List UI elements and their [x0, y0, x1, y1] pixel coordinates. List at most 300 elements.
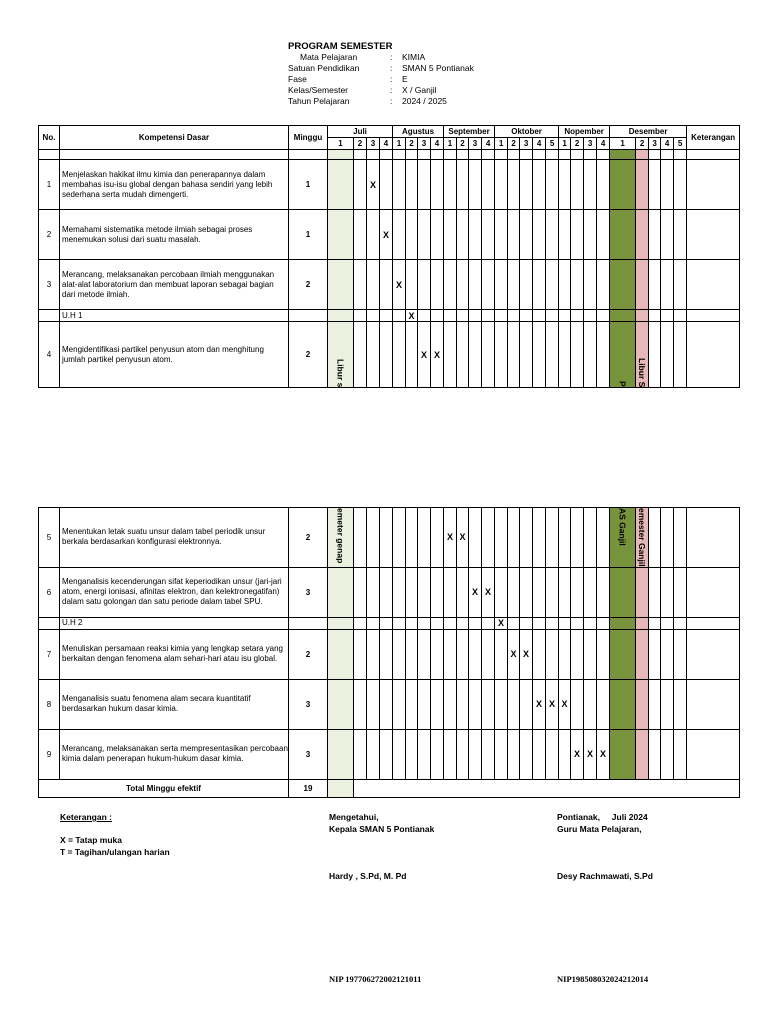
week-header: 4 [597, 138, 610, 150]
tatap-muka-mark: X [406, 310, 418, 322]
minggu-value [289, 310, 328, 322]
week-cell [354, 160, 367, 210]
week-cell [418, 160, 431, 210]
table-row [39, 260, 740, 310]
week-cell [597, 310, 610, 322]
week-cell [380, 322, 393, 388]
tatap-muka-mark: X [482, 567, 495, 617]
week-cell [495, 160, 508, 210]
week-cell [457, 260, 469, 310]
table-row [39, 508, 740, 568]
week-cell [508, 679, 520, 729]
week-cell [661, 310, 674, 322]
week-cell [546, 729, 559, 779]
libur-cell [328, 160, 354, 210]
week-cell [431, 729, 444, 779]
month-header: Desember [610, 126, 687, 138]
libur-semester-genap-label: emeter genap [335, 508, 346, 564]
header-value: E [402, 74, 408, 84]
week-cell [674, 310, 687, 322]
week-cell [406, 322, 418, 388]
libur-cell [328, 150, 354, 160]
table-row [39, 210, 740, 260]
signature-guru [557, 811, 653, 881]
kompetensi-dasar-text: Mengidentifikasi partikel penyusun atom dan menghitung jumlah partikel penyusun atom. [60, 322, 289, 388]
week-cell [520, 260, 533, 310]
week-cell [393, 679, 406, 729]
week-cell [495, 567, 508, 617]
keterangan-cell [687, 617, 740, 629]
header-row-kelas [288, 85, 474, 96]
week-cell [354, 150, 367, 160]
week-cell [444, 567, 457, 617]
week-header: 3 [367, 138, 380, 150]
pas-ganjil-label: P [617, 381, 628, 387]
week-cell [674, 729, 687, 779]
tatap-muka-mark: X [533, 679, 546, 729]
week-cell [482, 508, 495, 568]
pas-ganjil-cell [610, 160, 636, 210]
document-title: PROGRAM SEMESTER [288, 41, 393, 52]
signature-kepala [329, 811, 435, 881]
week-cell [431, 160, 444, 210]
week-header: 2 [508, 138, 520, 150]
table-row [39, 160, 740, 210]
minggu-value: 3 [289, 567, 328, 617]
week-cell [406, 260, 418, 310]
week-cell [418, 679, 431, 729]
week-cell [431, 679, 444, 729]
week-cell [520, 567, 533, 617]
week-cell [571, 679, 584, 729]
guru-name: Desy Rachmawati, S.Pd [557, 871, 653, 881]
kompetensi-dasar-text: Menganalisis kecenderungan sifat keperiodikan unsur (jari-jari atom, energi ionisasi, afinitas elektron, dan kelektronegatifan) dalam satu golongan dan satu periode dalam tabel SPU. [60, 567, 289, 617]
week-cell [367, 150, 380, 160]
header-label: Tahun Pelajaran [288, 96, 350, 106]
week-cell [354, 310, 367, 322]
week-cell [469, 260, 482, 310]
week-cell [469, 322, 482, 388]
week-cell [661, 617, 674, 629]
week-cell [444, 729, 457, 779]
minggu-value: 3 [289, 729, 328, 779]
week-cell [533, 150, 546, 160]
pas-ganjil-cell [610, 617, 636, 629]
tatap-muka-mark: X [546, 679, 559, 729]
week-cell [393, 617, 406, 629]
kompetensi-dasar-text: Merancang, melaksanakan percobaan ilmiah menggunakan alat-alat laboratorium dan membuat laporan sebagai bagian dari metode ilmiah. [60, 260, 289, 310]
week-cell [674, 679, 687, 729]
week-cell [520, 160, 533, 210]
header-value: X / Ganjil [402, 85, 437, 95]
week-cell [380, 160, 393, 210]
kompetensi-dasar-text: Menganalisis suatu fenomena alam secara kuantitatif berdasarkan hukum dasar kimia. [60, 679, 289, 729]
week-header: 2 [457, 138, 469, 150]
libur-cell [328, 729, 354, 779]
week-cell [520, 729, 533, 779]
week-cell [482, 150, 495, 160]
week-cell [508, 260, 520, 310]
week-cell [508, 160, 520, 210]
keterangan-cell [687, 729, 740, 779]
week-cell [482, 617, 495, 629]
row-number: 8 [39, 679, 60, 729]
header-colon: : [390, 96, 393, 106]
week-cell [584, 617, 597, 629]
tatap-muka-mark: X [367, 160, 380, 210]
week-cell [597, 617, 610, 629]
libur-cell [328, 260, 354, 310]
month-header: September [444, 126, 495, 138]
week-cell [520, 679, 533, 729]
week-cell [546, 567, 559, 617]
week-cell [584, 160, 597, 210]
week-cell [571, 629, 584, 679]
week-cell [520, 210, 533, 260]
keterangan-cell [687, 210, 740, 260]
header-value: 2024 / 2025 [402, 96, 447, 106]
table-row [39, 567, 740, 617]
tatap-muka-mark: X [571, 729, 584, 779]
keterangan-cell [687, 310, 740, 322]
tatap-muka-mark: X [508, 629, 520, 679]
libur-cell [328, 210, 354, 260]
week-cell [418, 260, 431, 310]
minggu-value [289, 617, 328, 629]
week-cell [482, 210, 495, 260]
libur-cell [328, 322, 354, 388]
week-cell [661, 150, 674, 160]
week-cell [649, 508, 661, 568]
week-cell [546, 629, 559, 679]
week-header: 5 [546, 138, 559, 150]
week-cell [482, 729, 495, 779]
week-header: 2 [571, 138, 584, 150]
week-cell [495, 322, 508, 388]
tatap-muka-mark: X [431, 322, 444, 388]
row-number: 9 [39, 729, 60, 779]
pas-ganjil-cell [610, 150, 636, 160]
week-cell [649, 150, 661, 160]
week-cell [444, 260, 457, 310]
week-header: 4 [380, 138, 393, 150]
week-cell [559, 322, 571, 388]
week-cell [406, 160, 418, 210]
col-header-no: No. [39, 126, 60, 150]
row-number [39, 310, 60, 322]
week-cell [661, 260, 674, 310]
tatap-muka-mark: X [520, 629, 533, 679]
row-number: 2 [39, 210, 60, 260]
week-cell [380, 508, 393, 568]
week-cell [444, 617, 457, 629]
week-cell [367, 210, 380, 260]
week-cell [508, 210, 520, 260]
keterangan-cell [687, 322, 740, 388]
week-cell [546, 160, 559, 210]
week-cell [393, 567, 406, 617]
header-label: Fase [288, 74, 307, 84]
header-value: SMAN 5 Pontianak [402, 63, 474, 73]
week-cell [571, 150, 584, 160]
header-row-satuan [288, 63, 474, 74]
week-cell [546, 210, 559, 260]
week-cell [495, 629, 508, 679]
week-cell [495, 260, 508, 310]
month-header: Agustus [393, 126, 444, 138]
libur-cell [328, 310, 354, 322]
row-number: 5 [39, 508, 60, 568]
libur-semester-ganjil-cell [636, 729, 649, 779]
week-cell [674, 150, 687, 160]
week-cell [367, 260, 380, 310]
tatap-muka-mark: X [495, 617, 508, 629]
week-cell [533, 260, 546, 310]
kompetensi-dasar-text: Merancang, melaksanakan serta mempresentasikan percobaan kimia dalam penerapan hukum-hukum dasar kimia. [60, 729, 289, 779]
week-cell [533, 210, 546, 260]
week-cell [597, 508, 610, 568]
week-header: 1 [393, 138, 406, 150]
week-cell [431, 508, 444, 568]
header-colon: : [390, 52, 393, 62]
week-header: 3 [520, 138, 533, 150]
week-cell [546, 260, 559, 310]
week-cell [354, 629, 367, 679]
week-cell [469, 508, 482, 568]
week-cell [661, 160, 674, 210]
week-cell [649, 310, 661, 322]
week-cell [584, 567, 597, 617]
row-number: 7 [39, 629, 60, 679]
week-cell [469, 160, 482, 210]
week-cell [380, 260, 393, 310]
row-number: 3 [39, 260, 60, 310]
week-cell [469, 629, 482, 679]
week-cell [367, 310, 380, 322]
week-cell [431, 567, 444, 617]
week-cell [367, 679, 380, 729]
total-label: Total Minggu efektif [39, 779, 289, 797]
kepala-nip: NIP 197706272002121011 [329, 974, 422, 984]
week-cell [508, 617, 520, 629]
legend-item: X = Tatap muka [60, 835, 122, 845]
week-cell [418, 210, 431, 260]
header-row-tahun [288, 96, 474, 107]
pas-ganjil-cell [610, 567, 636, 617]
col-header-kompetensi-dasar: Kompetensi Dasar [60, 126, 289, 150]
week-cell [495, 210, 508, 260]
week-cell [393, 729, 406, 779]
week-cell [418, 567, 431, 617]
header-row-fase [288, 74, 474, 85]
schedule-table-part2 [38, 507, 740, 798]
week-cell [380, 567, 393, 617]
week-header: 4 [482, 138, 495, 150]
table-row [39, 679, 740, 729]
row-number [39, 150, 60, 160]
week-cell [533, 310, 546, 322]
tatap-muka-mark: X [469, 567, 482, 617]
week-cell [469, 310, 482, 322]
week-cell [584, 210, 597, 260]
week-header: 3 [418, 138, 431, 150]
tatap-muka-mark: X [559, 679, 571, 729]
week-cell [508, 150, 520, 160]
week-cell [571, 210, 584, 260]
week-cell [406, 508, 418, 568]
week-cell [380, 679, 393, 729]
week-cell [661, 629, 674, 679]
libur-semester-ganjil-cell [636, 150, 649, 160]
header-row-mapel [288, 52, 474, 63]
minggu-value: 1 [289, 160, 328, 210]
week-cell [584, 508, 597, 568]
week-cell [559, 508, 571, 568]
total-value: 19 [289, 779, 328, 797]
keterangan-cell [687, 150, 740, 160]
week-cell [354, 729, 367, 779]
libur-semester-ganjil-cell [636, 322, 649, 388]
week-cell [393, 160, 406, 210]
kompetensi-dasar-text: Memahami sistematika metode ilmiah sebagai proses menemukan solusi dari suatu masalah. [60, 210, 289, 260]
week-cell [431, 310, 444, 322]
week-cell [584, 260, 597, 310]
week-cell [444, 310, 457, 322]
week-cell [649, 679, 661, 729]
week-cell [495, 150, 508, 160]
total-row [39, 779, 740, 797]
week-cell [546, 508, 559, 568]
week-cell [469, 617, 482, 629]
week-cell [559, 260, 571, 310]
week-cell [571, 508, 584, 568]
week-header: 5 [674, 138, 687, 150]
keterangan-cell [687, 629, 740, 679]
kepala-title: Kepala SMAN 5 Pontianak [329, 824, 435, 834]
week-cell [559, 729, 571, 779]
week-cell [559, 617, 571, 629]
week-cell [418, 150, 431, 160]
week-cell [367, 617, 380, 629]
place-date: Pontianak, Juli 2024 [557, 812, 648, 822]
month-header: Nopember [559, 126, 610, 138]
tatap-muka-mark: X [393, 260, 406, 310]
week-cell [559, 310, 571, 322]
week-cell [533, 567, 546, 617]
row-number: 1 [39, 160, 60, 210]
week-cell [649, 617, 661, 629]
keterangan-cell [687, 160, 740, 210]
week-cell [354, 679, 367, 729]
keterangan-cell [687, 679, 740, 729]
week-cell [457, 160, 469, 210]
week-cell [444, 679, 457, 729]
week-cell [495, 679, 508, 729]
libur-cell [328, 629, 354, 679]
tatap-muka-mark: X [597, 729, 610, 779]
pas-ganjil-cell [610, 210, 636, 260]
libur-semester-ganjil-cell [636, 617, 649, 629]
libur-cell [328, 679, 354, 729]
week-cell [457, 322, 469, 388]
week-cell [354, 322, 367, 388]
libur-semester-ganjil-cell [636, 679, 649, 729]
week-cell [406, 210, 418, 260]
schedule-table-part1 [38, 125, 740, 388]
week-cell [406, 679, 418, 729]
week-cell [431, 210, 444, 260]
table-row [39, 322, 740, 388]
week-cell [354, 508, 367, 568]
week-cell [571, 567, 584, 617]
week-cell [444, 629, 457, 679]
week-cell [571, 310, 584, 322]
header-colon: : [390, 85, 393, 95]
week-cell [380, 150, 393, 160]
week-header: 4 [533, 138, 546, 150]
week-cell [354, 210, 367, 260]
week-cell [393, 150, 406, 160]
month-header: Oktober [495, 126, 559, 138]
pas-ganjil-cell [610, 322, 636, 388]
mengetahui-text: Mengetahui, [329, 812, 379, 822]
header-value: KIMIA [402, 52, 426, 62]
week-cell [520, 508, 533, 568]
keterangan-cell [687, 260, 740, 310]
row-number: 6 [39, 567, 60, 617]
week-cell [597, 629, 610, 679]
week-cell [559, 629, 571, 679]
week-cell [571, 617, 584, 629]
tatap-muka-mark: X [380, 210, 393, 260]
week-cell [661, 508, 674, 568]
minggu-value: 2 [289, 260, 328, 310]
week-cell [367, 629, 380, 679]
week-cell [674, 629, 687, 679]
week-cell [597, 260, 610, 310]
week-cell [418, 310, 431, 322]
week-cell [482, 160, 495, 210]
week-cell [380, 310, 393, 322]
libur-cell [328, 617, 354, 629]
week-cell [649, 567, 661, 617]
week-cell [674, 160, 687, 210]
week-header: 4 [661, 138, 674, 150]
week-cell [546, 322, 559, 388]
week-cell [354, 617, 367, 629]
minggu-value: 3 [289, 679, 328, 729]
week-cell [418, 617, 431, 629]
week-cell [380, 729, 393, 779]
col-header-keterangan: Keterangan [687, 126, 740, 150]
kompetensi-dasar-text: Menuliskan persamaan reaksi kimia yang lengkap setara yang berkaitan dengan fenomena alam sehari-hari atau isu global. [60, 629, 289, 679]
week-cell [469, 210, 482, 260]
keterangan-cell [687, 567, 740, 617]
week-header: 2 [636, 138, 649, 150]
row-number [39, 617, 60, 629]
week-cell [597, 567, 610, 617]
pas-ganjil-cell [610, 729, 636, 779]
tatap-muka-mark: X [418, 322, 431, 388]
week-cell [649, 160, 661, 210]
week-cell [406, 150, 418, 160]
header-colon: : [390, 63, 393, 73]
week-header: 2 [406, 138, 418, 150]
week-cell [661, 567, 674, 617]
libur-semester-genap-label: Libur s [335, 358, 346, 387]
week-cell [520, 617, 533, 629]
week-cell [508, 310, 520, 322]
